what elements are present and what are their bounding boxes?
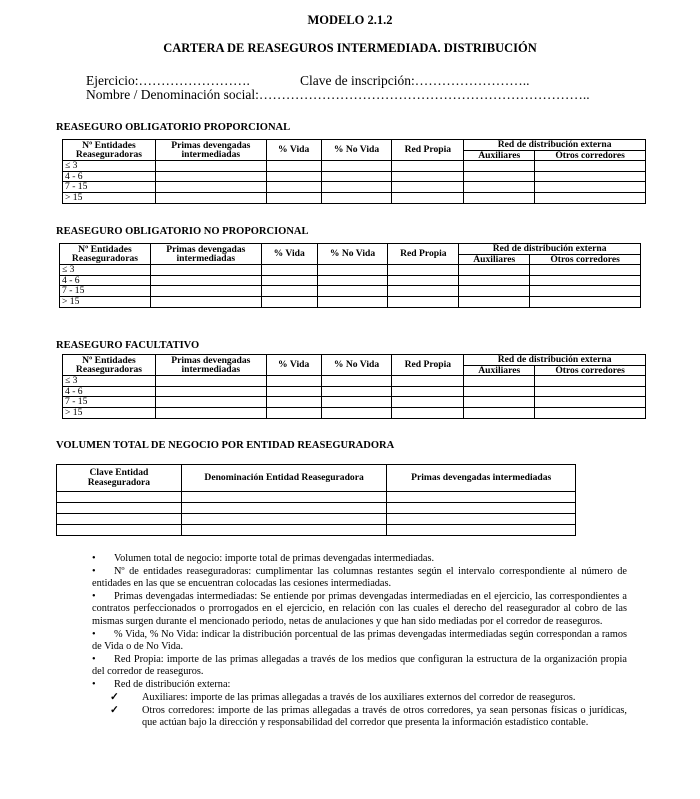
table-cell: [459, 275, 530, 286]
table-cell: [155, 376, 266, 387]
row-label: 4 - 6: [60, 275, 151, 286]
note-text: Primas devengadas intermediadas: Se entiende por primas devengadas intermediadas en el ejercicio, las correspondientes a contratos perfeccionados o prorrogados en el ejercicio, en relación con las cuales el derecho del reasegurador al cobro de las mismas surgen durante el mencionado periodo, netas de anulaciones y que han sido mediadas por el corredor de reaseguros.: [92, 591, 627, 627]
table-cell: [392, 376, 464, 387]
header-primas: Primas devengadas intermediadas: [155, 140, 266, 161]
table-cell: [535, 386, 646, 397]
table-cell: [530, 275, 641, 286]
table-row: [57, 514, 576, 525]
table-cell: [261, 265, 317, 276]
table-cell: [392, 192, 464, 203]
table-cell: [464, 397, 535, 408]
row-label: > 15: [60, 296, 151, 307]
header-red-externa: Red de distribución externa: [464, 140, 646, 151]
header-vida: % Vida: [261, 244, 317, 265]
header-denominacion: Denominación Entidad Reaseguradora: [181, 465, 387, 492]
row-label: ≤ 3: [63, 376, 156, 387]
table-cell: [155, 407, 266, 418]
table-cell: [388, 286, 459, 297]
table-cell: [321, 397, 392, 408]
table-cell: [155, 192, 266, 203]
distribution-table-facultativo: [62, 354, 646, 419]
bullet-icon: •: [92, 628, 96, 640]
header-no-vida: % No Vida: [321, 140, 392, 161]
table-cell: [181, 514, 387, 525]
note-text: Volumen total de negocio: importe total de primas devengadas intermediadas.: [114, 553, 435, 564]
table-row: [63, 386, 646, 397]
header-vida: % Vida: [266, 355, 321, 376]
table-cell: [321, 182, 392, 193]
table-cell: [464, 192, 535, 203]
header-no-vida: % No Vida: [317, 244, 388, 265]
table-cell: [459, 286, 530, 297]
model-number: MODELO 2.1.2: [307, 13, 393, 27]
list-item: [92, 566, 627, 590]
table-cell: [181, 503, 387, 514]
table-cell: [266, 192, 321, 203]
table-cell: [464, 386, 535, 397]
table-cell: [155, 161, 266, 172]
header-otros-corredores: Otros corredores: [530, 254, 641, 265]
table-cell: [321, 407, 392, 418]
table-cell: [155, 171, 266, 182]
table-cell: [57, 525, 182, 536]
list-item: [110, 692, 627, 704]
table-cell: [392, 161, 464, 172]
table-cell: [261, 275, 317, 286]
table-cell: [321, 386, 392, 397]
table-cell: [388, 275, 459, 286]
table-cell: [317, 296, 388, 307]
table-row: [60, 265, 641, 276]
table-cell: [266, 171, 321, 182]
table-row: [63, 397, 646, 408]
table-cell: [155, 182, 266, 193]
header-primas-devengadas: Primas devengadas intermediadas: [387, 465, 576, 492]
table-row: [60, 286, 641, 297]
note-text: % Vida, % No Vida: indicar la distribución porcentual de las primas devengadas intermediadas según correspondan a ramos de Vida o de No Vida.: [92, 628, 627, 652]
row-label: > 15: [63, 192, 156, 203]
table-cell: [317, 286, 388, 297]
header-auxiliares: Auxiliares: [459, 254, 530, 265]
section-title-obligatorio-proporcional: REASEGURO OBLIGATORIO PROPORCIONAL: [56, 122, 291, 133]
section-title-facultativo: REASEGURO FACULTATIVO: [56, 340, 200, 351]
bullet-icon: •: [92, 679, 96, 691]
table-row: [63, 376, 646, 387]
table-cell: [317, 275, 388, 286]
table-cell: [150, 296, 261, 307]
list-item: [92, 654, 627, 678]
note-text: Red Propia: importe de las primas allegadas a través de los medios que configuran la estructura de la organización propia del corredor de reaseguros.: [92, 653, 627, 678]
table-cell: [535, 192, 646, 203]
table-cell: [535, 171, 646, 182]
header-no-vida: % No Vida: [321, 355, 392, 376]
table-cell: [155, 386, 266, 397]
header-otros-corredores: Otros corredores: [535, 365, 646, 376]
table-row: [57, 492, 576, 503]
table-cell: [388, 296, 459, 307]
table-cell: [57, 492, 182, 503]
table-cell: [464, 182, 535, 193]
table-cell: [387, 514, 576, 525]
header-num-entidades: Nº Entidades Reaseguradoras: [60, 244, 151, 265]
row-label: 4 - 6: [63, 171, 156, 182]
table-cell: [57, 503, 182, 514]
table-cell: [392, 407, 464, 418]
header-auxiliares: Auxiliares: [464, 365, 535, 376]
table-cell: [317, 265, 388, 276]
table-cell: [392, 386, 464, 397]
volume-table: [56, 464, 576, 536]
nombre-field: Nombre / Denominación social:………………………………………………………………..: [86, 87, 590, 102]
table-cell: [535, 407, 646, 418]
table-cell: [530, 296, 641, 307]
table-cell: [530, 265, 641, 276]
table-cell: [459, 265, 530, 276]
table-cell: [321, 171, 392, 182]
table-row: [63, 182, 646, 193]
table-cell: [464, 171, 535, 182]
table-cell: [459, 296, 530, 307]
distribution-table-obligatorio-proporcional: [62, 139, 646, 204]
notes-list: [92, 553, 627, 731]
table-cell: [392, 397, 464, 408]
table-cell: [150, 286, 261, 297]
bullet-icon: •: [92, 653, 96, 665]
note-text: Otros corredores: importe de las primas allegadas a través de otros corredores, ya sean personas físicas o jurídicas, que actúan bajo la dirección y responsabilidad del corredor que presenta la información estadístico contable.: [142, 705, 627, 729]
table-cell: [535, 376, 646, 387]
table-cell: [535, 161, 646, 172]
table-cell: [392, 182, 464, 193]
ejercicio-field: Ejercicio:…………………….: [86, 73, 250, 88]
table-row: [63, 161, 646, 172]
table-cell: [464, 376, 535, 387]
section-title-obligatorio-no-proporcional: REASEGURO OBLIGATORIO NO PROPORCIONAL: [56, 226, 309, 237]
clave-inscripcion-field: Clave de inscripción:……………………..: [300, 73, 530, 88]
table-cell: [150, 275, 261, 286]
section-title-volumen-total: VOLUMEN TOTAL DE NEGOCIO POR ENTIDAD REASEGURADORA: [56, 440, 395, 451]
header-clave-entidad: Clave Entidad Reaseguradora: [57, 465, 182, 492]
table-cell: [181, 492, 387, 503]
header-primas: Primas devengadas intermediadas: [155, 355, 266, 376]
header-vida: % Vida: [266, 140, 321, 161]
table-cell: [150, 265, 261, 276]
table-row: [63, 407, 646, 418]
row-label: ≤ 3: [60, 265, 151, 276]
header-red-externa: Red de distribución externa: [464, 355, 646, 366]
table-cell: [261, 286, 317, 297]
row-label: 4 - 6: [63, 386, 156, 397]
table-row: [63, 192, 646, 203]
table-cell: [321, 192, 392, 203]
table-cell: [321, 376, 392, 387]
table-cell: [266, 386, 321, 397]
header-red-propia: Red Propia: [392, 355, 464, 376]
table-cell: [387, 525, 576, 536]
bullet-icon: •: [92, 553, 96, 564]
row-label: 7 - 15: [60, 286, 151, 297]
row-label: > 15: [63, 407, 156, 418]
list-item: [92, 679, 627, 691]
header-num-entidades: Nº Entidades Reaseguradoras: [63, 355, 156, 376]
note-text: Nº de entidades reaseguradoras: cumplimentar las columnas restantes según el intervalo correspondiente al número de entidades en las que se encuentran colocadas las cesiones intermediadas.: [92, 566, 627, 590]
table-cell: [321, 161, 392, 172]
table-cell: [155, 397, 266, 408]
note-text: Red de distribución externa:: [114, 679, 231, 691]
header-red-externa: Red de distribución externa: [459, 244, 641, 255]
table-row: [60, 296, 641, 307]
table-cell: [535, 182, 646, 193]
checkmark-icon: ✓: [110, 692, 119, 704]
list-item: [110, 705, 627, 729]
row-label: 7 - 15: [63, 182, 156, 193]
list-item: [92, 629, 627, 653]
table-cell: [181, 525, 387, 536]
table-cell: [392, 171, 464, 182]
checkmark-icon: ✓: [110, 705, 119, 717]
header-otros-corredores: Otros corredores: [535, 150, 646, 161]
list-item: [92, 553, 627, 565]
header-num-entidades: Nº Entidades Reaseguradoras: [63, 140, 156, 161]
row-label: ≤ 3: [63, 161, 156, 172]
header-red-propia: Red Propia: [392, 140, 464, 161]
header-red-propia: Red Propia: [388, 244, 459, 265]
table-cell: [464, 161, 535, 172]
table-cell: [266, 161, 321, 172]
table-cell: [387, 503, 576, 514]
table-cell: [464, 407, 535, 418]
table-cell: [261, 296, 317, 307]
table-row: [60, 275, 641, 286]
table-cell: [530, 286, 641, 297]
table-cell: [266, 407, 321, 418]
table-cell: [388, 265, 459, 276]
header-primas: Primas devengadas intermediadas: [150, 244, 261, 265]
header-auxiliares: Auxiliares: [464, 150, 535, 161]
row-label: 7 - 15: [63, 397, 156, 408]
list-item: [92, 591, 627, 628]
table-cell: [266, 182, 321, 193]
bullet-icon: •: [92, 591, 96, 603]
table-cell: [266, 376, 321, 387]
table-row: [57, 525, 576, 536]
bullet-icon: •: [92, 566, 96, 577]
table-row: [63, 171, 646, 182]
table-cell: [387, 492, 576, 503]
table-cell: [57, 514, 182, 525]
note-text: Auxiliares: importe de las primas allegadas a través de los auxiliares externos del corredor de reaseguros.: [142, 692, 576, 704]
table-cell: [266, 397, 321, 408]
table-row: [57, 503, 576, 514]
distribution-table-obligatorio-no-proporcional: [59, 243, 641, 308]
table-cell: [535, 397, 646, 408]
page-title: CARTERA DE REASEGUROS INTERMEDIADA. DISTRIBUCIÓN: [163, 41, 537, 55]
